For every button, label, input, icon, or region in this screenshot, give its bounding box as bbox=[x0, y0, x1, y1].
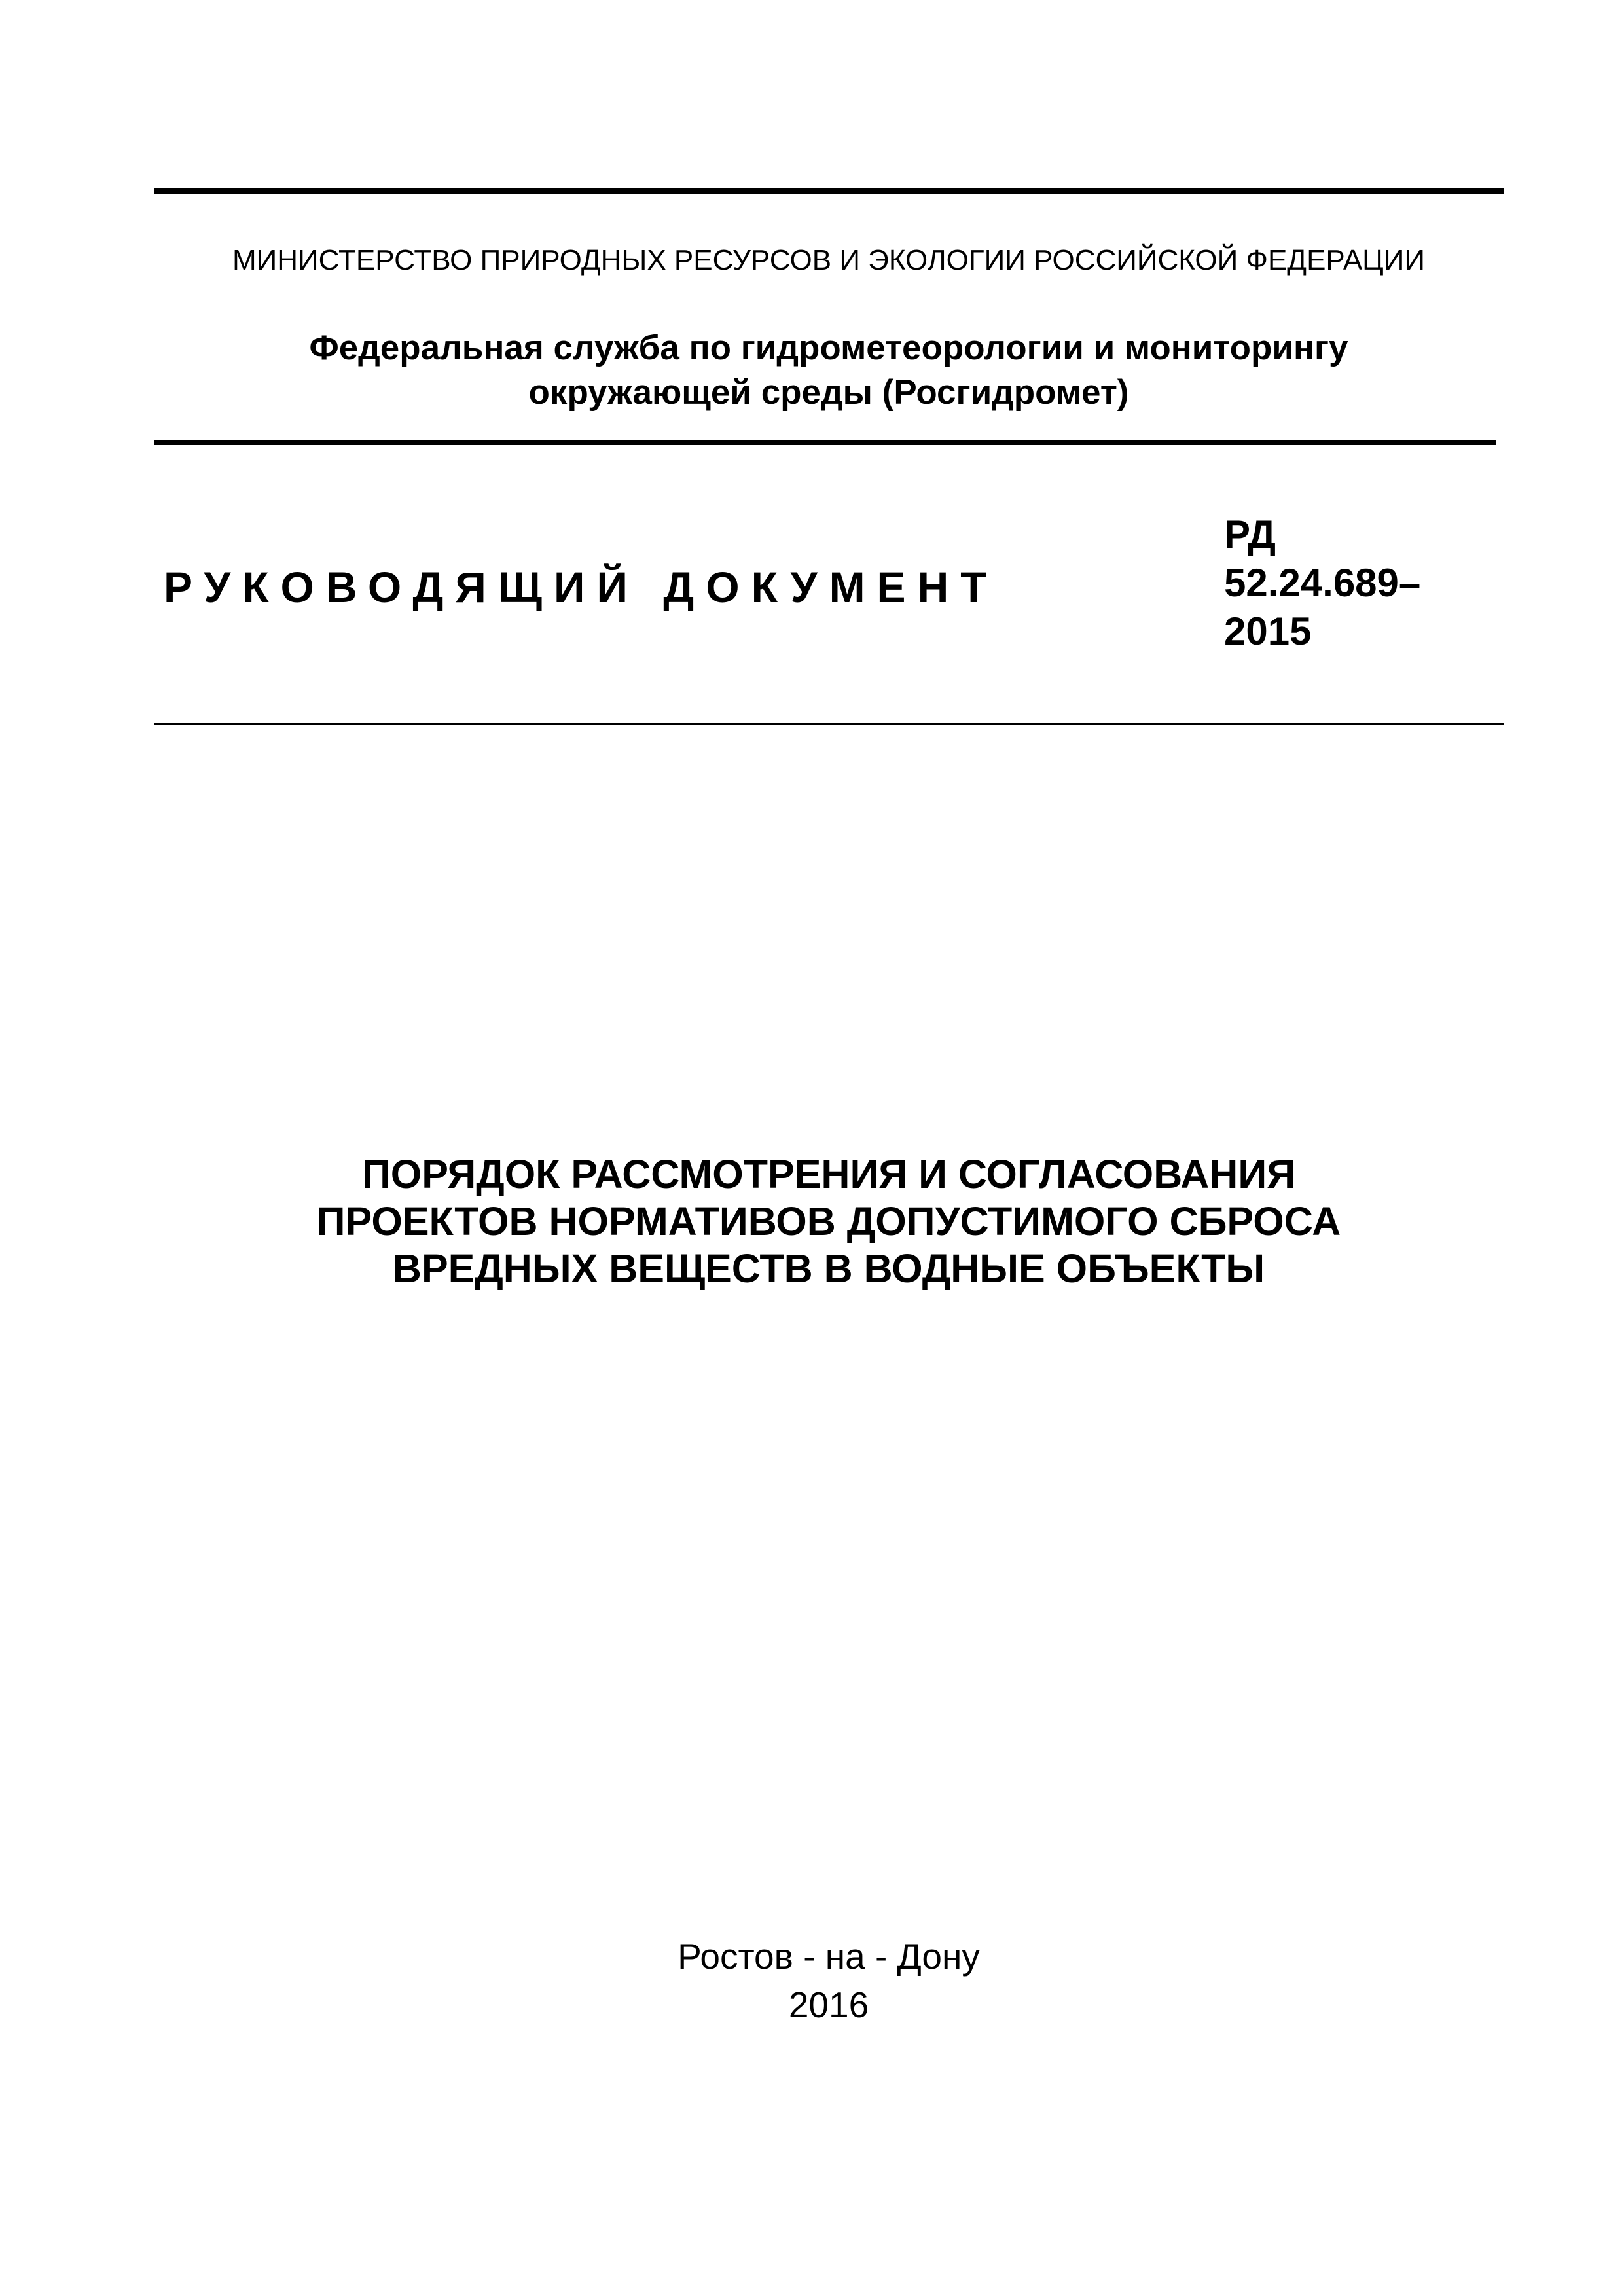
service-name bbox=[154, 326, 1504, 415]
middle-rule bbox=[154, 440, 1496, 445]
document-title bbox=[154, 1151, 1504, 1292]
ministry-name: МИНИСТЕРСТВО ПРИРОДНЫХ РЕСУРСОВ И ЭКОЛОГИИ РОССИЙСКОЙ ФЕДЕРАЦИИ bbox=[232, 244, 1425, 276]
top-rule bbox=[154, 188, 1504, 194]
imprint-year: 2016 bbox=[788, 1984, 869, 2025]
service-line-2: окружающей среды (Росгидромет) bbox=[528, 373, 1129, 412]
service-line-1: Федеральная служба по гидрометеорологии и мониторингу bbox=[309, 329, 1348, 367]
title-line-1: ПОРЯДОК РАССМОТРЕНИЯ И СОГЛАСОВАНИЯ bbox=[361, 1152, 1296, 1196]
imprint-city: Ростов - на - Дону bbox=[677, 1936, 980, 1977]
title-line-2: ПРОЕКТОВ НОРМАТИВОВ ДОПУСТИМОГО СБРОСА bbox=[316, 1199, 1341, 1244]
title-line-3: ВРЕДНЫХ ВЕЩЕСТВ В ВОДНЫЕ ОБЪЕКТЫ bbox=[392, 1246, 1265, 1291]
imprint bbox=[154, 1932, 1504, 2029]
document-number-line-3: 2015 bbox=[1224, 609, 1312, 653]
document-type: РУКОВОДЯЩИЙ ДОКУМЕНТ bbox=[164, 563, 999, 611]
lower-rule bbox=[154, 723, 1504, 725]
document-number bbox=[1224, 511, 1420, 656]
document-number-line-2: 52.24.689– bbox=[1224, 561, 1421, 605]
document-number-line-1: РД bbox=[1224, 512, 1276, 556]
